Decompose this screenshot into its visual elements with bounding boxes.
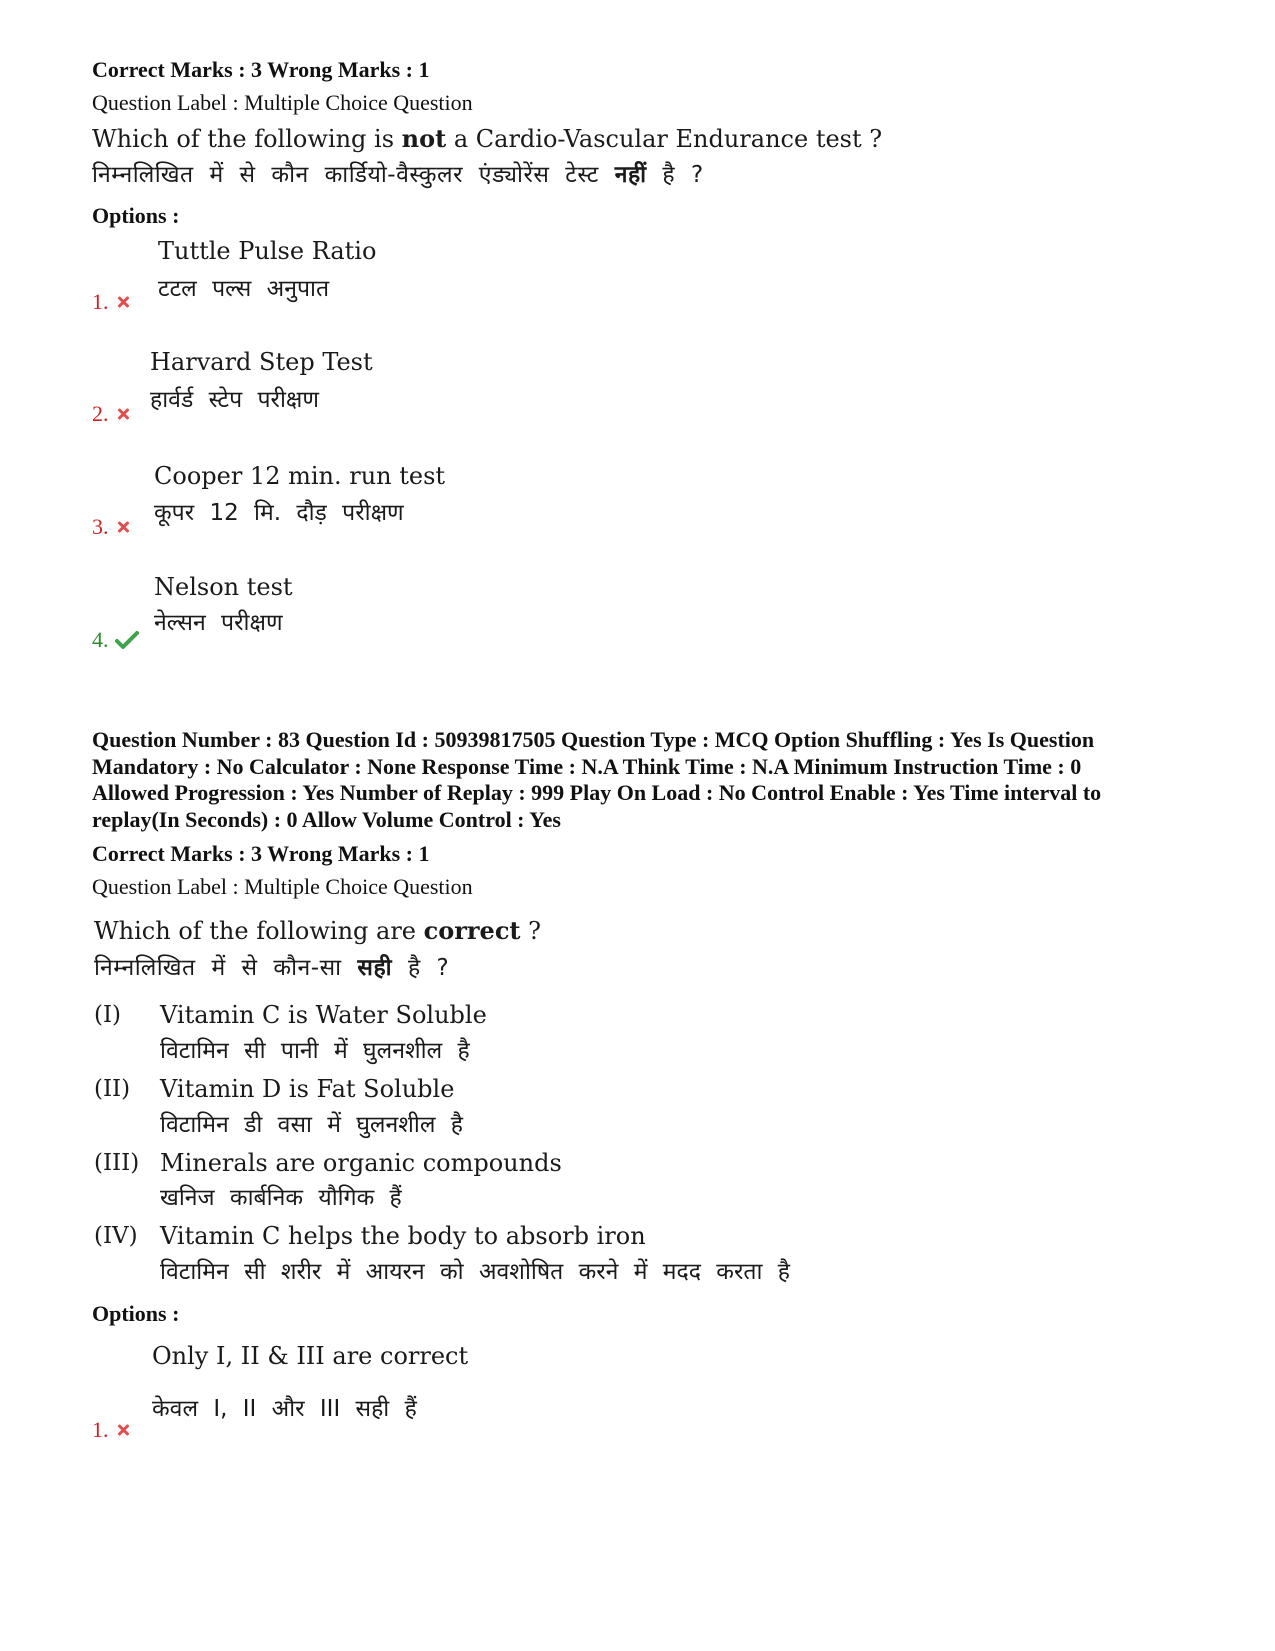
q83-info: Question Number : 83 Question Id : 50939817505 Question Type : MCQ Option Shuffling : Yes Is Question Mandatory : No Calculator : None Response Time : N.A Think Time : N.A Minimum Instruction Time : 0 Allowed Progression : Yes Number of Replay : 999 Play On Load : No Control Enable : Yes Time interval to replay(In Seconds) : 0 Allow Volume Control : Yes: [92, 727, 1102, 832]
q82-option-1-num-text: 1.: [92, 289, 109, 314]
q82-option-3-number: [92, 513, 131, 541]
q83-statement-1-hi: विटामिन सी पानी में घुलनशील है: [160, 1038, 470, 1064]
q83-statement-2-en: Vitamin D is Fat Soluble: [160, 1075, 455, 1103]
q83-question-text-en: [94, 914, 541, 948]
q82-option-2-hi: हार्वर्ड स्टेप परीक्षण: [150, 387, 320, 413]
q82-option-4-en: Nelson test: [154, 573, 293, 601]
q82-question-text-hi: [92, 158, 704, 192]
q82-text-en-pre: Which of the following is: [92, 125, 402, 153]
q83-question-label: Question Label : Multiple Choice Question: [92, 874, 473, 899]
q83-text-en-bold: correct: [423, 916, 521, 945]
q83-text-en-pre: Which of the following are: [94, 917, 424, 945]
cross-icon: [115, 1422, 131, 1438]
q82-text-hi-bold: नहीं: [614, 162, 647, 188]
q83-text-en-post: ?: [520, 917, 542, 945]
q83-statement-1-number: (I): [94, 1002, 122, 1028]
q83-statement-4-number: (IV): [94, 1223, 138, 1249]
q83-statement-4-hi: विटामिन सी शरीर में आयरन को अवशोषित करने में मदद करता है: [160, 1259, 790, 1285]
q82-option-1-number: [92, 288, 131, 316]
q83-marks: Correct Marks : 3 Wrong Marks : 1: [92, 841, 430, 866]
q83-option-1-num-text: 1.: [92, 1417, 109, 1442]
q82-option-1-en: Tuttle Pulse Ratio: [158, 237, 377, 265]
q82-option-3-num-text: 3.: [92, 514, 109, 539]
q83-statement-3-en: Minerals are organic compounds: [160, 1149, 562, 1177]
q83-options-label: Options :: [92, 1301, 180, 1326]
q82-text-hi-post: है ?: [646, 162, 704, 188]
cross-icon: [115, 406, 131, 422]
q83-option-1-number: [92, 1416, 131, 1444]
cross-icon: [115, 294, 131, 310]
q83-statement-3-number: (III): [94, 1150, 140, 1176]
q82-options-label: Options :: [92, 203, 180, 228]
q83-statement-4-en: Vitamin C helps the body to absorb iron: [160, 1222, 646, 1250]
q82-option-4-num-text: 4.: [92, 627, 109, 652]
q82-option-2-num-text: 2.: [92, 401, 109, 426]
q82-option-2-en: Harvard Step Test: [150, 348, 373, 376]
q82-option-4-hi: नेल्सन परीक्षण: [154, 610, 283, 636]
q82-option-3-hi: कूपर 12 मि. दौड़ परीक्षण: [154, 500, 404, 526]
q83-statement-2-hi: विटामिन डी वसा में घुलनशील है: [160, 1112, 463, 1138]
q82-option-3-en: Cooper 12 min. run test: [154, 462, 446, 490]
q83-statement-3-hi: खनिज कार्बनिक यौगिक हैं: [160, 1185, 402, 1211]
q83-text-hi-post: है ?: [392, 955, 450, 981]
q82-question-label: Question Label : Multiple Choice Question: [92, 90, 473, 115]
q82-question-text-en: [92, 122, 882, 156]
q83-text-hi-pre: निम्नलिखित में से कौन-सा: [94, 955, 358, 981]
q83-option-1-hi: केवल I, II और III सही हैं: [152, 1396, 417, 1422]
q82-marks: Correct Marks : 3 Wrong Marks : 1: [92, 57, 430, 82]
check-icon: [115, 630, 139, 650]
q83-statement-2-number: (II): [94, 1076, 131, 1102]
q83-statement-1-en: Vitamin C is Water Soluble: [160, 1001, 487, 1029]
q83-question-text-hi: [94, 951, 449, 985]
q82-text-hi-pre: निम्नलिखित में से कौन कार्डियो-वैस्कुलर एंड्योरेंस टेस्ट: [92, 162, 615, 188]
q82-text-en-bold: not: [401, 124, 447, 153]
q82-option-4-number: [92, 626, 139, 654]
q83-option-1-en: Only I, II & III are correct: [152, 1342, 469, 1370]
q82-option-2-number: [92, 400, 131, 428]
q83-text-hi-bold: सही: [357, 955, 393, 981]
q82-text-en-post: a Cardio-Vascular Endurance test ?: [446, 125, 883, 153]
cross-icon: [115, 519, 131, 535]
q82-option-1-hi: टटल पल्स अनुपात: [158, 276, 330, 302]
